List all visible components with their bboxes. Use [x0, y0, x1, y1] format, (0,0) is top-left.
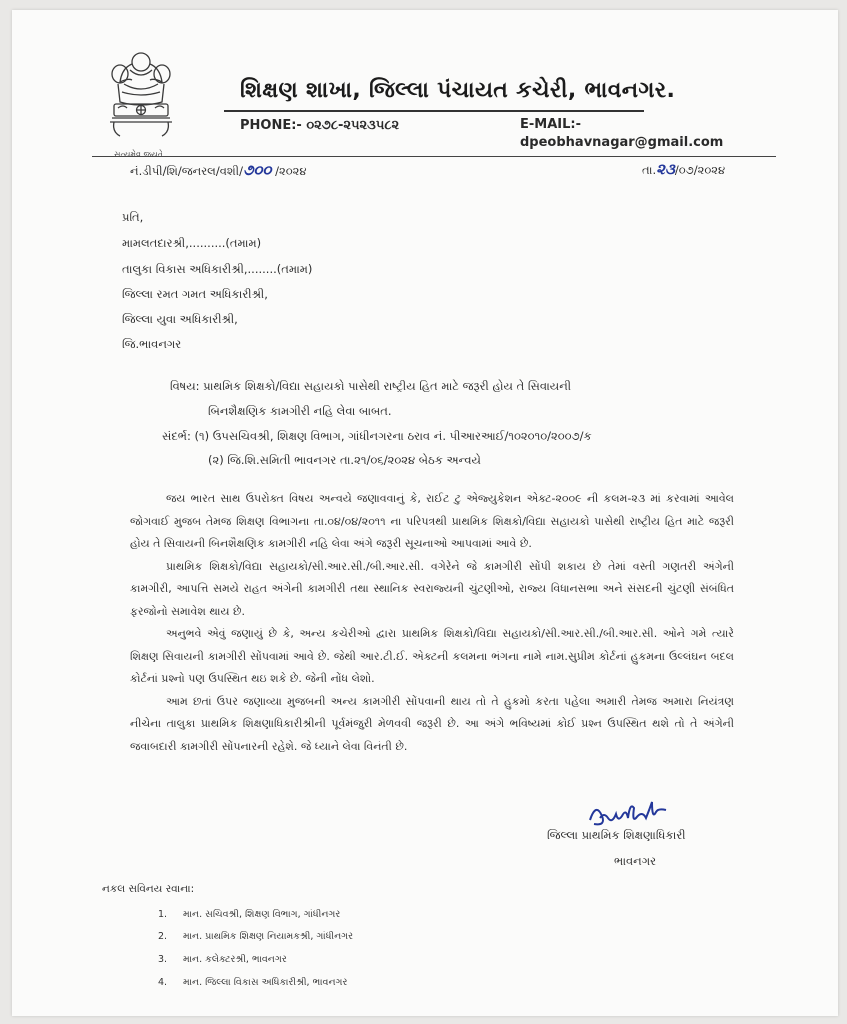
phone-number: PHONE:- ૦૨૭૮-૨૫૨૩૫૮૨ [240, 118, 400, 133]
state-emblem [100, 48, 182, 160]
addressee-line: મામલતદારશ્રી,..........(તમામ) [122, 236, 262, 250]
copy-to-heading: નકલ સવિનય રવાના: [102, 883, 195, 895]
header-divider [224, 110, 644, 112]
reference-number [130, 161, 307, 179]
email-label: E-MAIL:- [520, 117, 581, 132]
email-address: dpeobhavnagar@gmail.com [520, 135, 724, 150]
copy-to-text: માન. પ્રાથમિક શિક્ષણ નિયામકશ્રી, ગાંધીનગર [183, 931, 354, 942]
copy-to-item [158, 954, 287, 965]
copy-to-text: માન. સચિવશ્રી, શિક્ષણ વિભાગ, ગાંધીનગર [183, 909, 341, 920]
date-suffix: /૦૭/૨૦૨૪ [674, 163, 726, 177]
letter-body [130, 488, 734, 758]
reference-line-continued: (૨) જિ.શિ.સમિતી ભાવનગર તા.૨૧/૦૬/૨૦૨૪ બેઠક અન્વયે [208, 453, 481, 467]
reference-prefix: નં.ડીપી/શિ/જનરલ/વશી/ [130, 164, 243, 178]
copy-to-number: 3. [158, 954, 168, 965]
emblem-motto: સત્યમેવ જયતે [114, 150, 163, 159]
reference-number-handwritten: ૭૦૦ [242, 161, 272, 179]
letter-date [642, 160, 725, 178]
signatory-place: ભાવનગર [614, 854, 657, 868]
addressee-line: તાલુકા વિકાસ અધિકારીશ્રી,........(તમામ) [122, 262, 313, 276]
signatory-designation: જિલ્લા પ્રાથમિક શિક્ષણાધિકારી [547, 828, 686, 842]
copy-to-text: માન. જિલ્લા વિકાસ અધિકારીશ્રી, ભાવનગર [183, 977, 348, 988]
date-prefix: તા. [642, 163, 657, 177]
copy-to-item [158, 909, 340, 920]
reference-line: સંદર્ભ: (૧) ઉપસચિવશ્રી, શિક્ષણ વિભાગ, ગાંધીનગરના ઠરાવ નં. પીઆરઆઈ/૧૦૨૦૧૦/૨૦૦૭/ક [162, 429, 592, 443]
body-paragraph: આમ છતાં ઉપર જણાવ્યા મુજબની અન્ય કામગીરી સોંપવાની થાય તો તે હુકમો કરતા પહેલા અમારી તેમજ અમારા નિયંત્રણ નીચેના તાલુકા પ્રાથમિક શિક્ષણાધિકારીશ્રીની પૂર્વમંજુરી મેળવવી જરૂરી છે. આ અંગે ભવિષ્યમાં કોઈ પ્રશ્ન ઉપસ્થિત થશે તો તે અંગેની જવાબદારી કામગીરી સોંપનારની રહેશે. જે ધ્યાને લેવા વિનંતી છે. [130, 694, 734, 753]
body-paragraph: અનુભવે એવું જણાયું છે કે, અન્ય કચેરીઓ દ્વારા પ્રાથમિક શિક્ષકો/વિદ્યા સહાયકો/સી.આર.સી./બી.આર.સી. ઓને ગમે ત્યારે શિક્ષણ સિવાયની કામગીરી સોંપવામાં આવે છે. જેથી આર.ટી.ઈ. એક્ટની કલમના ભંગના નામે નામ.સુપ્રીમ કોર્ટનાં હુકમના ઉલ્લંઘન બદલ કોર્ટનાં પ્રશ્નો પણ ઉપસ્થિત થઇ શકે છે. જેની નોંધ લેશો. [130, 627, 734, 685]
subject-line: વિષય: પ્રાથમિક શિક્ષકો/વિદ્યા સહાયકો પાસેથી રાષ્ટ્રીય હિત માટે જરૂરી હોય તે સિવાયની [170, 379, 572, 393]
reference-year: /૨૦૨૪ [275, 164, 307, 178]
lion-capital-icon [100, 48, 182, 146]
body-paragraph: જય ભારત સાથ ઉપરોક્ત વિષય અન્વયે જણાવવાનું કે, રાઈટ ટુ એજ્યુકેશન એક્ટ-૨૦૦૯ ની કલમ-૨૩ માં કરવામાં આવેલ જોગવાઈ મુજબ તેમજ શિક્ષણ વિભાગના તા.૦૪/૦૪/૨૦૧૧ ના પરિપત્રથી પ્રાથમિક શિક્ષકો/વિદ્યા સહાયકો પાસેથી રાષ્ટ્રીય હિત માટે જરૂરી હોય તે સિવાયની બિનશૈક્ષણિક કામગીરી નહિ લેવા અંગે જરૂરી સૂચનાઓ આપવામાં આવે છે. [130, 492, 734, 550]
subject-line-continued: બિનશૈક્ષણિક કામગીરી નહિ લેવા બાબત. [208, 404, 392, 418]
copy-to-item [158, 977, 347, 988]
addressee-line: જિલ્લા રમત ગમત અધિકારીશ્રી, [122, 287, 268, 301]
copy-to-number: 1. [158, 909, 168, 920]
office-title: શિક્ષણ શાખા, જિલ્લા પંચાયત કચેરી, ભાવનગર. [240, 78, 676, 103]
body-paragraph: પ્રાથમિક શિક્ષકો/વિદ્યા સહાયકો/સી.આર.સી./બી.આર.સી. વગેરેને જે કામગીરી સોંપી શકાય છે તેમાં વસ્તી ગણતરી અંગેની કામગીરી, આપત્તિ સમયે રાહત અંગેની કામગીરી તથા સ્થાનિક સ્વરાજ્યની ચુંટણીઓ, રાજ્ય વિધાનસભા અને સંસદની ચુંટણી સંબંધિત ફરજોનો સમાવેશ થાય છે. [130, 559, 734, 618]
copy-to-text: માન. કલેક્ટરશ્રી, ભાવનગર [183, 954, 287, 965]
copy-to-number: 4. [158, 977, 168, 988]
copy-to-number: 2. [158, 931, 168, 942]
addressee-line: જિલ્લા યુવા અધિકારીશ્રી, [122, 312, 238, 326]
letter-page [12, 10, 838, 1016]
addressee-line: જિ.ભાવનગર [122, 337, 182, 351]
date-handwritten: ૨૩ [656, 160, 675, 178]
copy-to-item [158, 931, 353, 942]
header-bottom-divider [92, 156, 776, 157]
addressee-line: પ્રતિ, [122, 210, 144, 224]
